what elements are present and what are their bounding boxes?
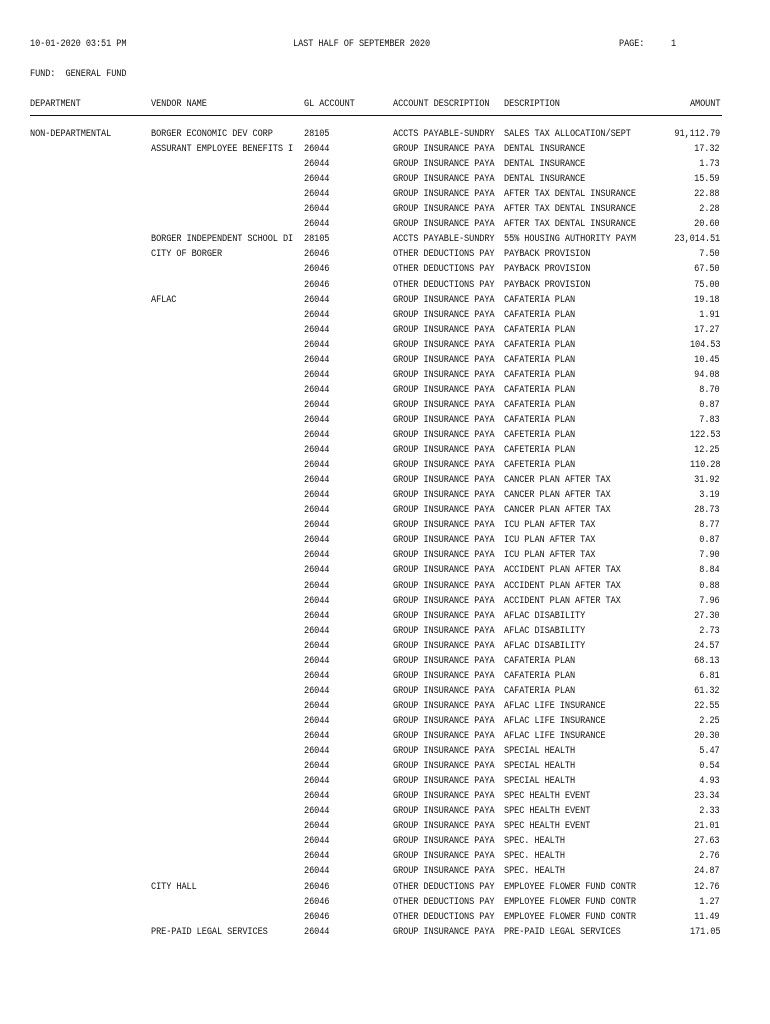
- table-row: [0, 880, 770, 895]
- amount-cell: 2.73: [699, 625, 720, 637]
- description-cell: CAFETERIA PLAN: [504, 430, 576, 441]
- description-cell: DENTAL INSURANCE: [504, 144, 586, 156]
- account-description-cell: GROUP INSURANCE PAYA: [393, 746, 495, 758]
- table-row: [0, 413, 770, 428]
- amount-cell: 2.28: [699, 204, 720, 216]
- table-row: [0, 804, 770, 819]
- gl-account-cell: 26046: [304, 249, 330, 261]
- table-row: [0, 699, 770, 714]
- account-description-cell: GROUP INSURANCE PAYA: [393, 565, 495, 577]
- account-description-cell: OTHER DEDUCTIONS PAY: [393, 881, 495, 893]
- amount-cell: 1.91: [699, 309, 720, 321]
- column-header-gl-account: GL ACCOUNT: [304, 99, 355, 110]
- amount-cell: 19.18: [694, 294, 720, 306]
- description-cell: CAFATERIA PLAN: [504, 339, 576, 351]
- table-row: [0, 187, 770, 202]
- vendor-name-cell: PRE-PAID LEGAL SERVICES: [151, 926, 268, 938]
- table-row: [0, 895, 770, 910]
- table-row: [0, 383, 770, 398]
- gl-account-cell: 26044: [304, 580, 330, 592]
- account-description-cell: GROUP INSURANCE PAYA: [393, 384, 495, 396]
- description-cell: CAFATERIA PLAN: [504, 670, 576, 682]
- amount-cell: 2.33: [699, 806, 720, 818]
- account-description-cell: OTHER DEDUCTIONS PAY: [393, 896, 495, 908]
- account-description-cell: GROUP INSURANCE PAYA: [393, 445, 495, 457]
- account-description-cell: GROUP INSURANCE PAYA: [393, 490, 495, 502]
- account-description-cell: GROUP INSURANCE PAYA: [393, 520, 495, 532]
- gl-account-cell: 26044: [304, 219, 330, 231]
- account-description-cell: GROUP INSURANCE PAYA: [393, 821, 495, 833]
- description-cell: CANCER PLAN AFTER TAX: [504, 505, 611, 517]
- gl-account-cell: 26044: [304, 174, 330, 186]
- table-row: [0, 925, 770, 940]
- description-cell: PRE-PAID LEGAL SERVICES: [504, 926, 621, 938]
- description-cell: ICU PLAN AFTER TAX: [504, 550, 596, 562]
- description-cell: CAFATERIA PLAN: [504, 324, 576, 336]
- description-cell: SPEC. HEALTH: [504, 836, 565, 848]
- description-cell: AFLAC LIFE INSURANCE: [504, 700, 606, 712]
- amount-cell: 61.32: [694, 685, 720, 697]
- gl-account-cell: 26044: [304, 655, 330, 667]
- table-row: [0, 759, 770, 774]
- amount-cell: 24.87: [694, 866, 720, 878]
- account-description-cell: GROUP INSURANCE PAYA: [393, 430, 495, 441]
- table-row: [0, 458, 770, 473]
- gl-account-cell: 26044: [304, 670, 330, 682]
- vendor-name-cell: AFLAC: [151, 294, 177, 306]
- account-description-cell: GROUP INSURANCE PAYA: [393, 535, 495, 547]
- gl-account-cell: 26044: [304, 866, 330, 878]
- gl-account-cell: 26046: [304, 911, 330, 923]
- amount-cell: 0.54: [699, 761, 720, 773]
- description-cell: ACCIDENT PLAN AFTER TAX: [504, 595, 621, 607]
- description-cell: ACCIDENT PLAN AFTER TAX: [504, 565, 621, 577]
- gl-account-cell: 26044: [304, 640, 330, 652]
- description-cell: ACCIDENT PLAN AFTER TAX: [504, 580, 621, 592]
- table-row: [0, 744, 770, 759]
- description-cell: AFLAC DISABILITY: [504, 610, 586, 622]
- amount-cell: 21.01: [694, 821, 720, 833]
- amount-cell: 91,112.79: [674, 129, 720, 140]
- amount-cell: 0.87: [699, 399, 720, 411]
- description-cell: CAFATERIA PLAN: [504, 655, 576, 667]
- description-cell: PAYBACK PROVISION: [504, 249, 591, 261]
- account-description-cell: GROUP INSURANCE PAYA: [393, 414, 495, 426]
- gl-account-cell: 26044: [304, 731, 330, 742]
- table-row: [0, 428, 770, 443]
- gl-account-cell: 26044: [304, 475, 330, 487]
- description-cell: AFTER TAX DENTAL INSURANCE: [504, 219, 636, 231]
- description-cell: EMPLOYEE FLOWER FUND CONTR: [504, 896, 636, 908]
- gl-account-cell: 26044: [304, 836, 330, 848]
- table-row: [0, 473, 770, 488]
- description-cell: CANCER PLAN AFTER TAX: [504, 475, 611, 487]
- amount-cell: 8.77: [699, 520, 720, 532]
- gl-account-cell: 26044: [304, 324, 330, 336]
- table-row: [0, 202, 770, 217]
- description-cell: SPEC HEALTH EVENT: [504, 806, 591, 818]
- vendor-name-cell: ASSURANT EMPLOYEE BENEFITS I: [151, 144, 294, 156]
- amount-cell: 31.92: [694, 475, 720, 487]
- description-cell: SPEC HEALTH EVENT: [504, 791, 591, 803]
- amount-cell: 1.27: [699, 896, 720, 908]
- account-description-cell: GROUP INSURANCE PAYA: [393, 610, 495, 622]
- column-header-vendor: VENDOR NAME: [151, 99, 207, 110]
- account-description-cell: GROUP INSURANCE PAYA: [393, 399, 495, 411]
- account-description-cell: GROUP INSURANCE PAYA: [393, 640, 495, 652]
- department-cell: NON-DEPARTMENTAL: [30, 129, 112, 140]
- description-cell: PAYBACK PROVISION: [504, 279, 591, 291]
- table-row: [0, 443, 770, 458]
- table-row: [0, 353, 770, 368]
- gl-account-cell: 26044: [304, 715, 330, 727]
- table-row: [0, 864, 770, 879]
- account-description-cell: GROUP INSURANCE PAYA: [393, 595, 495, 607]
- gl-account-cell: 26044: [304, 204, 330, 216]
- description-cell: SALES TAX ALLOCATION/SEPT: [504, 129, 631, 140]
- table-row: [0, 714, 770, 729]
- gl-account-cell: 26044: [304, 369, 330, 381]
- table-row: [0, 142, 770, 157]
- amount-cell: 27.30: [694, 610, 720, 622]
- description-cell: ICU PLAN AFTER TAX: [504, 535, 596, 547]
- account-description-cell: GROUP INSURANCE PAYA: [393, 761, 495, 773]
- account-description-cell: OTHER DEDUCTIONS PAY: [393, 249, 495, 261]
- amount-cell: 122.53: [689, 430, 720, 441]
- description-cell: SPECIAL HEALTH: [504, 776, 576, 788]
- amount-cell: 0.88: [699, 580, 720, 592]
- table-row: [0, 232, 770, 247]
- account-description-cell: GROUP INSURANCE PAYA: [393, 219, 495, 231]
- column-header-amount: AMOUNT: [689, 99, 720, 110]
- amount-cell: 104.53: [689, 339, 720, 351]
- page-number: 1: [671, 39, 677, 50]
- gl-account-cell: 26044: [304, 821, 330, 833]
- table-row: [0, 172, 770, 187]
- account-description-cell: GROUP INSURANCE PAYA: [393, 324, 495, 336]
- gl-account-cell: 26044: [304, 384, 330, 396]
- description-cell: CAFATERIA PLAN: [504, 294, 576, 306]
- amount-cell: 0.87: [699, 535, 720, 547]
- description-cell: 55% HOUSING AUTHORITY PAYM: [504, 234, 636, 246]
- gl-account-cell: 26046: [304, 279, 330, 291]
- gl-account-cell: 26044: [304, 144, 330, 156]
- fund-label: FUND: GENERAL FUND: [30, 69, 127, 80]
- account-description-cell: ACCTS PAYABLE-SUNDRY: [393, 234, 495, 246]
- gl-account-cell: 28105: [304, 129, 330, 140]
- account-description-cell: GROUP INSURANCE PAYA: [393, 776, 495, 788]
- account-description-cell: GROUP INSURANCE PAYA: [393, 866, 495, 878]
- description-cell: SPEC. HEALTH: [504, 851, 565, 863]
- account-description-cell: GROUP INSURANCE PAYA: [393, 670, 495, 682]
- description-cell: CAFATERIA PLAN: [504, 354, 576, 366]
- description-cell: ICU PLAN AFTER TAX: [504, 520, 596, 532]
- description-cell: SPEC HEALTH EVENT: [504, 821, 591, 833]
- vendor-name-cell: CITY HALL: [151, 881, 197, 893]
- amount-cell: 94.08: [694, 369, 720, 381]
- amount-cell: 24.57: [694, 640, 720, 652]
- amount-cell: 22.88: [694, 189, 720, 201]
- gl-account-cell: 26044: [304, 761, 330, 773]
- description-cell: SPEC. HEALTH: [504, 866, 565, 878]
- gl-account-cell: 26044: [304, 294, 330, 306]
- amount-cell: 6.81: [699, 670, 720, 682]
- account-description-cell: OTHER DEDUCTIONS PAY: [393, 264, 495, 276]
- amount-cell: 11.49: [694, 911, 720, 923]
- table-row: [0, 338, 770, 353]
- amount-cell: 10.45: [694, 354, 720, 366]
- account-description-cell: GROUP INSURANCE PAYA: [393, 354, 495, 366]
- table-row: [0, 157, 770, 172]
- description-cell: CAFATERIA PLAN: [504, 384, 576, 396]
- description-cell: CAFATERIA PLAN: [504, 369, 576, 381]
- amount-cell: 3.19: [699, 490, 720, 502]
- amount-cell: 12.25: [694, 445, 720, 457]
- amount-cell: 2.76: [699, 851, 720, 863]
- table-row: [0, 548, 770, 563]
- column-header-department: DEPARTMENT: [30, 99, 81, 110]
- gl-account-cell: 26044: [304, 309, 330, 321]
- amount-cell: 4.93: [699, 776, 720, 788]
- description-cell: CAFETERIA PLAN: [504, 445, 576, 457]
- gl-account-cell: 26044: [304, 806, 330, 818]
- gl-account-cell: 26044: [304, 926, 330, 938]
- account-description-cell: GROUP INSURANCE PAYA: [393, 806, 495, 818]
- table-row: [0, 849, 770, 864]
- amount-cell: 5.47: [699, 746, 720, 758]
- amount-cell: 7.96: [699, 595, 720, 607]
- table-row: [0, 819, 770, 834]
- account-description-cell: GROUP INSURANCE PAYA: [393, 204, 495, 216]
- table-row: [0, 669, 770, 684]
- account-description-cell: GROUP INSURANCE PAYA: [393, 460, 495, 472]
- gl-account-cell: 26044: [304, 339, 330, 351]
- gl-account-cell: 26046: [304, 264, 330, 276]
- gl-account-cell: 26044: [304, 430, 330, 441]
- gl-account-cell: 26044: [304, 159, 330, 171]
- account-description-cell: GROUP INSURANCE PAYA: [393, 159, 495, 171]
- gl-account-cell: 26044: [304, 851, 330, 863]
- description-cell: EMPLOYEE FLOWER FUND CONTR: [504, 881, 636, 893]
- amount-cell: 7.90: [699, 550, 720, 562]
- table-row: [0, 684, 770, 699]
- table-row: [0, 563, 770, 578]
- amount-cell: 7.83: [699, 414, 720, 426]
- amount-cell: 8.84: [699, 565, 720, 577]
- account-description-cell: ACCTS PAYABLE-SUNDRY: [393, 129, 495, 140]
- description-cell: CAFETERIA PLAN: [504, 460, 576, 472]
- header-divider: [30, 115, 722, 116]
- table-row: [0, 278, 770, 293]
- amount-cell: 23.34: [694, 791, 720, 803]
- account-description-cell: GROUP INSURANCE PAYA: [393, 655, 495, 667]
- account-description-cell: GROUP INSURANCE PAYA: [393, 791, 495, 803]
- account-description-cell: GROUP INSURANCE PAYA: [393, 505, 495, 517]
- description-cell: DENTAL INSURANCE: [504, 159, 586, 171]
- amount-cell: 7.50: [699, 249, 720, 261]
- amount-cell: 28.73: [694, 505, 720, 517]
- gl-account-cell: 26044: [304, 565, 330, 577]
- table-row: [0, 624, 770, 639]
- amount-cell: 23,014.51: [674, 234, 720, 246]
- table-row: [0, 323, 770, 338]
- table-row: [0, 503, 770, 518]
- description-cell: AFTER TAX DENTAL INSURANCE: [504, 204, 636, 216]
- gl-account-cell: 26044: [304, 505, 330, 517]
- amount-cell: 17.27: [694, 324, 720, 336]
- account-description-cell: OTHER DEDUCTIONS PAY: [393, 279, 495, 291]
- account-description-cell: GROUP INSURANCE PAYA: [393, 731, 495, 742]
- account-description-cell: GROUP INSURANCE PAYA: [393, 294, 495, 306]
- gl-account-cell: 26046: [304, 881, 330, 893]
- table-row: [0, 398, 770, 413]
- amount-cell: 110.28: [689, 460, 720, 472]
- vendor-name-cell: CITY OF BORGER: [151, 249, 223, 261]
- gl-account-cell: 26044: [304, 625, 330, 637]
- account-description-cell: GROUP INSURANCE PAYA: [393, 926, 495, 938]
- gl-account-cell: 26044: [304, 189, 330, 201]
- account-description-cell: OTHER DEDUCTIONS PAY: [393, 911, 495, 923]
- report-timestamp: 10-01-2020 03:51 PM: [30, 39, 127, 50]
- vendor-name-cell: BORGER ECONOMIC DEV CORP: [151, 129, 273, 140]
- gl-account-cell: 26044: [304, 399, 330, 411]
- table-row: [0, 308, 770, 323]
- gl-account-cell: 26044: [304, 535, 330, 547]
- amount-cell: 12.76: [694, 881, 720, 893]
- description-cell: SPECIAL HEALTH: [504, 746, 576, 758]
- amount-cell: 20.30: [694, 731, 720, 742]
- gl-account-cell: 26046: [304, 896, 330, 908]
- description-cell: CAFATERIA PLAN: [504, 309, 576, 321]
- table-row: [0, 729, 770, 744]
- account-description-cell: GROUP INSURANCE PAYA: [393, 144, 495, 156]
- gl-account-cell: 26044: [304, 414, 330, 426]
- vendor-name-cell: BORGER INDEPENDENT SCHOOL DI: [151, 234, 294, 246]
- amount-cell: 8.70: [699, 384, 720, 396]
- gl-account-cell: 26044: [304, 776, 330, 788]
- description-cell: SPECIAL HEALTH: [504, 761, 576, 773]
- table-row: [0, 247, 770, 262]
- table-row: [0, 789, 770, 804]
- account-description-cell: GROUP INSURANCE PAYA: [393, 685, 495, 697]
- report-title: LAST HALF OF SEPTEMBER 2020: [293, 39, 431, 50]
- description-cell: AFLAC LIFE INSURANCE: [504, 731, 606, 742]
- table-row: [0, 594, 770, 609]
- gl-account-cell: 26044: [304, 354, 330, 366]
- amount-cell: 2.25: [699, 715, 720, 727]
- gl-account-cell: 26044: [304, 550, 330, 562]
- table-row: [0, 774, 770, 789]
- table-row: [0, 639, 770, 654]
- gl-account-cell: 26044: [304, 520, 330, 532]
- account-description-cell: GROUP INSURANCE PAYA: [393, 700, 495, 712]
- amount-cell: 68.13: [694, 655, 720, 667]
- description-cell: PAYBACK PROVISION: [504, 264, 591, 276]
- gl-account-cell: 26044: [304, 610, 330, 622]
- amount-cell: 27.63: [694, 836, 720, 848]
- amount-cell: 67.50: [694, 264, 720, 276]
- gl-account-cell: 26044: [304, 685, 330, 697]
- description-cell: CAFATERIA PLAN: [504, 399, 576, 411]
- table-row: [0, 488, 770, 503]
- description-cell: CAFATERIA PLAN: [504, 685, 576, 697]
- gl-account-cell: 26044: [304, 595, 330, 607]
- table-row: [0, 609, 770, 624]
- description-cell: AFLAC DISABILITY: [504, 625, 586, 637]
- table-row: [0, 654, 770, 669]
- account-description-cell: GROUP INSURANCE PAYA: [393, 475, 495, 487]
- amount-cell: 75.00: [694, 279, 720, 291]
- gl-account-cell: 26044: [304, 490, 330, 502]
- gl-account-cell: 28105: [304, 234, 330, 246]
- description-cell: CAFATERIA PLAN: [504, 414, 576, 426]
- amount-cell: 17.32: [694, 144, 720, 156]
- account-description-cell: GROUP INSURANCE PAYA: [393, 836, 495, 848]
- amount-cell: 1.73: [699, 159, 720, 171]
- account-description-cell: GROUP INSURANCE PAYA: [393, 189, 495, 201]
- amount-cell: 15.59: [694, 174, 720, 186]
- table-row: [0, 293, 770, 308]
- account-description-cell: GROUP INSURANCE PAYA: [393, 174, 495, 186]
- account-description-cell: GROUP INSURANCE PAYA: [393, 851, 495, 863]
- column-header-account-description: ACCOUNT DESCRIPTION: [393, 99, 490, 110]
- amount-cell: 171.05: [689, 926, 720, 938]
- amount-cell: 22.55: [694, 700, 720, 712]
- account-description-cell: GROUP INSURANCE PAYA: [393, 369, 495, 381]
- table-row: [0, 518, 770, 533]
- table-row: [0, 910, 770, 925]
- account-description-cell: GROUP INSURANCE PAYA: [393, 309, 495, 321]
- table-row: [0, 127, 770, 142]
- gl-account-cell: 26044: [304, 445, 330, 457]
- account-description-cell: GROUP INSURANCE PAYA: [393, 715, 495, 727]
- account-description-cell: GROUP INSURANCE PAYA: [393, 580, 495, 592]
- gl-account-cell: 26044: [304, 746, 330, 758]
- description-cell: AFTER TAX DENTAL INSURANCE: [504, 189, 636, 201]
- account-description-cell: GROUP INSURANCE PAYA: [393, 625, 495, 637]
- description-cell: DENTAL INSURANCE: [504, 174, 586, 186]
- table-row: [0, 533, 770, 548]
- description-cell: CANCER PLAN AFTER TAX: [504, 490, 611, 502]
- description-cell: AFLAC LIFE INSURANCE: [504, 715, 606, 727]
- gl-account-cell: 26044: [304, 791, 330, 803]
- table-row: [0, 834, 770, 849]
- account-description-cell: GROUP INSURANCE PAYA: [393, 339, 495, 351]
- table-row: [0, 368, 770, 383]
- gl-account-cell: 26044: [304, 700, 330, 712]
- description-cell: EMPLOYEE FLOWER FUND CONTR: [504, 911, 636, 923]
- table-row: [0, 579, 770, 594]
- column-header-description: DESCRIPTION: [504, 99, 560, 110]
- description-cell: AFLAC DISABILITY: [504, 640, 586, 652]
- gl-account-cell: 26044: [304, 460, 330, 472]
- page-label: PAGE:: [619, 39, 645, 50]
- amount-cell: 20.60: [694, 219, 720, 231]
- account-description-cell: GROUP INSURANCE PAYA: [393, 550, 495, 562]
- table-row: [0, 217, 770, 232]
- table-row: [0, 262, 770, 277]
